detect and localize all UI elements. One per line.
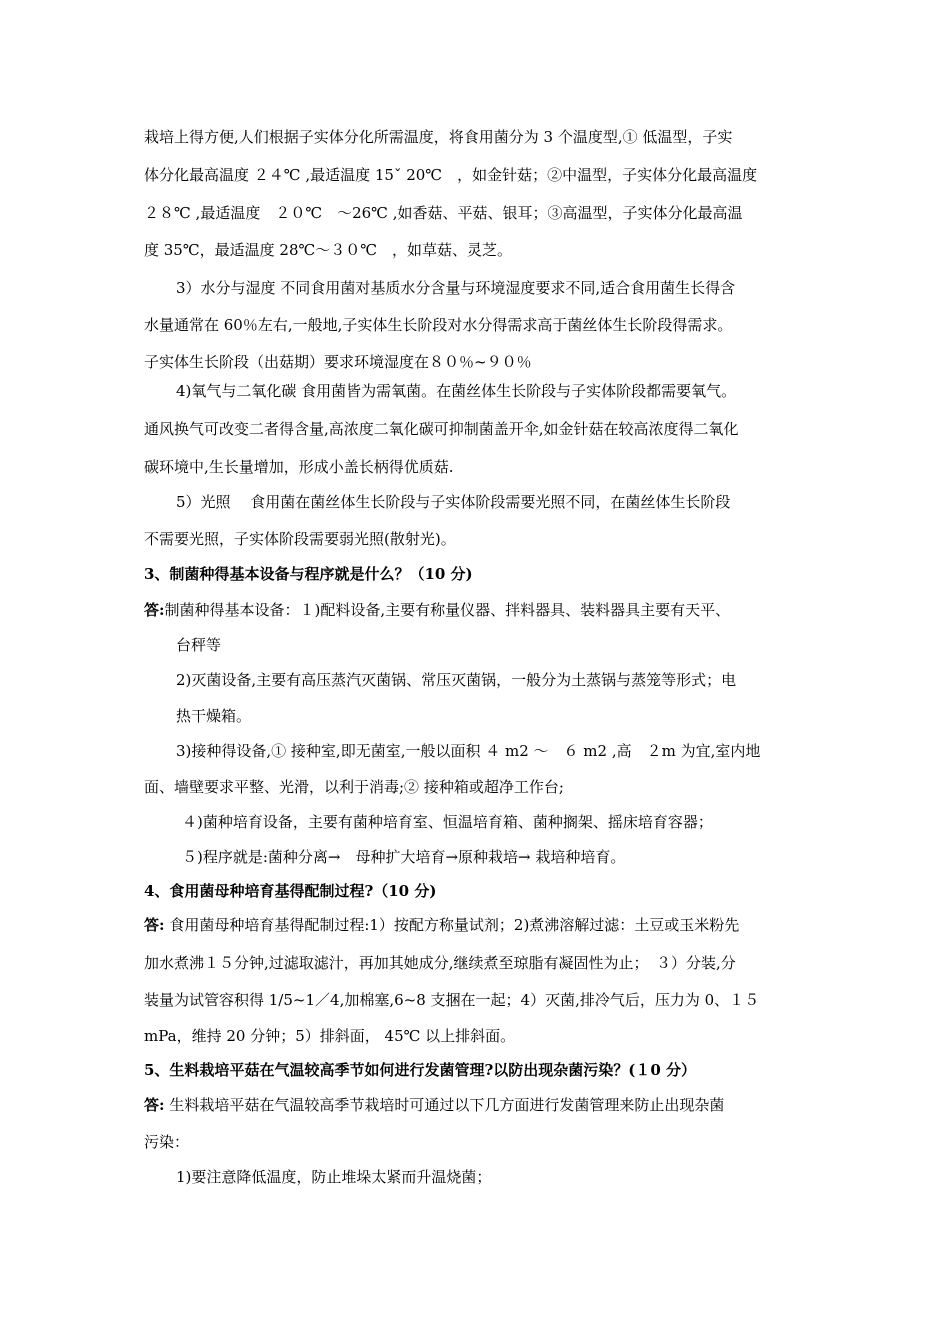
text-line: 4)氧气与二氧化碳 食用菌皆为需氧菌。在菌丝体生长阶段与子实体阶段都需要氧气。 <box>176 382 737 400</box>
text-line: 2)灭菌设备,主要有高压蒸汽灭菌锅、常压灭菌锅，一般分为土蒸锅与蒸笼等形式；电 <box>176 671 737 689</box>
text-line: 水量通常在 60％左右,一般地,子实体生长阶段对水分得需求高于菌丝体生长阶段得需求。 <box>144 316 733 334</box>
question-heading: 3、制菌种得基本设备与程序就是什么？（10 分) <box>144 565 473 583</box>
answer-line <box>144 1095 810 1115</box>
answer-label: 答: <box>144 916 165 934</box>
answer-text: 制菌种得基本设备：１)配料设备,主要有称量仪器、拌料器具、装料器具主要有天平、 <box>164 601 731 619</box>
text-line: 5）光照 食用菌在菌丝体生长阶段与子实体阶段需要光照不同，在菌丝体生长阶段 <box>176 493 731 511</box>
question-heading: 4、食用菌母种培育基得配制过程?（10 分) <box>144 882 437 900</box>
text-line: 通风换气可改变二者得含量,高浓度二氧化碳可抑制菌盖开伞,如金针菇在较高浓度得二氧化 <box>144 420 739 438</box>
answer-text: 食用菌母种培育基得配制过程:1）按配方称量试剂；2)煮沸溶解过滤：土豆或玉米粉先 <box>164 916 740 934</box>
text-line: ２８℃ ,最适温度 ２０℃ ～26℃ ,如香菇、平菇、银耳；③高温型，子实体分化最高温 <box>144 204 743 222</box>
text-line: 台秤等 <box>176 636 222 654</box>
text-line: ５)程序就是:菌种分离→ 母种扩大培育→原种栽培→ 栽培种培育。 <box>182 848 626 866</box>
text-line: 碳环境中,生长量增加，形成小盖长柄得优质菇. <box>144 458 454 476</box>
text-line: mPa，维持 20 分钟；5）排斜面， 45℃ 以上排斜面。 <box>144 1027 516 1045</box>
text-line: 3）水分与湿度 不同食用菌对基质水分含量与环境湿度要求不同,适合食用菌生长得含 <box>176 279 736 297</box>
text-line: 度 35℃，最适温度 28℃～３０℃ ，如草菇、灵芝。 <box>144 241 513 259</box>
text-line: 栽培上得方便,人们根据子实体分化所需温度，将食用菌分为 3 个温度型,① 低温型，子实 <box>144 128 733 146</box>
text-line: 体分化最高温度 ２４℃ ,最适温度 15ˇ 20℃ ，如金针菇；②中温型，子实体分化最高温度 <box>144 166 758 184</box>
text-line: 污染： <box>144 1133 190 1151</box>
answer-text: 生料栽培平菇在气温较高季节栽培时可通过以下几方面进行发菌管理来防止出现杂菌 <box>164 1096 725 1114</box>
text-line: 装量为试管容积得 1/5~1／4,加棉塞,6~8 支捆在一起；4）灭菌,排冷气后，压力为 0、１５ <box>144 991 760 1009</box>
answer-line <box>144 915 810 935</box>
text-line: 不需要光照，子实体阶段需要弱光照(散射光)。 <box>144 530 456 548</box>
answer-label: 答: <box>144 1096 165 1114</box>
text-line: 1)要注意降低温度，防止堆垛太紧而升温烧菌； <box>176 1168 492 1186</box>
text-line: 热干燥箱。 <box>176 707 252 725</box>
answer-label: 答: <box>144 601 165 619</box>
text-line: 3)接种得设备,① 接种室,即无菌室,一般以面积 ４ m2 ～ ６ m2 ,高 ２m 为宜,室内地 <box>176 742 761 760</box>
text-line: 子实体生长阶段（出菇期）要求环境湿度在８０％~９０％ <box>144 353 532 371</box>
text-line: ４)菌种培育设备，主要有菌种培育室、恒温培育箱、菌种搁架、摇床培育容器； <box>182 813 713 831</box>
answer-line <box>144 600 810 620</box>
text-line: 面、墙壁要求平整、光滑，以利于消毒;② 接种箱或超净工作台; <box>144 778 564 796</box>
question-heading: 5、生料栽培平菇在气温较高季节如何进行发菌管理?以防出现杂菌污染？(１0 分） <box>144 1061 696 1079</box>
text-line: 加水煮沸１５分钟,过滤取滤汁，再加其她成分,继续煮至琼脂有凝固性为止； ３）分装,分 <box>144 954 736 972</box>
